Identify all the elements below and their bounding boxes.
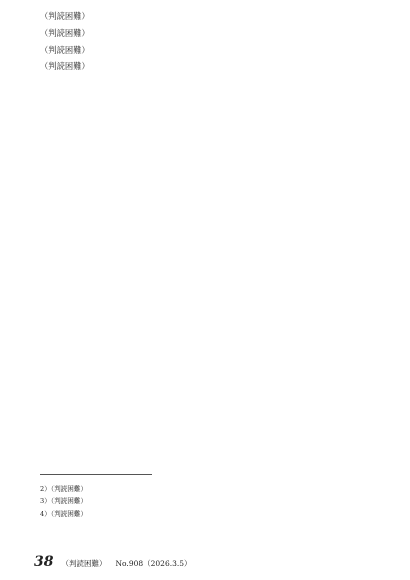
- footnote: 2）（判読困難）: [40, 485, 88, 493]
- article-body: [40, 8, 380, 75]
- body-paragraph: （判読困難）: [40, 61, 90, 72]
- journal-title: （判読困難）: [61, 559, 107, 568]
- issue-info: No.908（2026.3.5）: [115, 559, 192, 568]
- footnotes: [40, 484, 380, 521]
- page-footer: [34, 554, 192, 570]
- body-paragraph: （判読困難）: [40, 44, 90, 55]
- body-paragraph: （判読困難）: [40, 11, 90, 21]
- footnote-divider: [40, 474, 152, 475]
- footnote: 3）（判読困難）: [40, 497, 88, 506]
- page-number: 38: [34, 554, 54, 570]
- footnote: 4）（判読困難）: [40, 509, 88, 518]
- body-paragraph: （判読困難）: [40, 27, 90, 38]
